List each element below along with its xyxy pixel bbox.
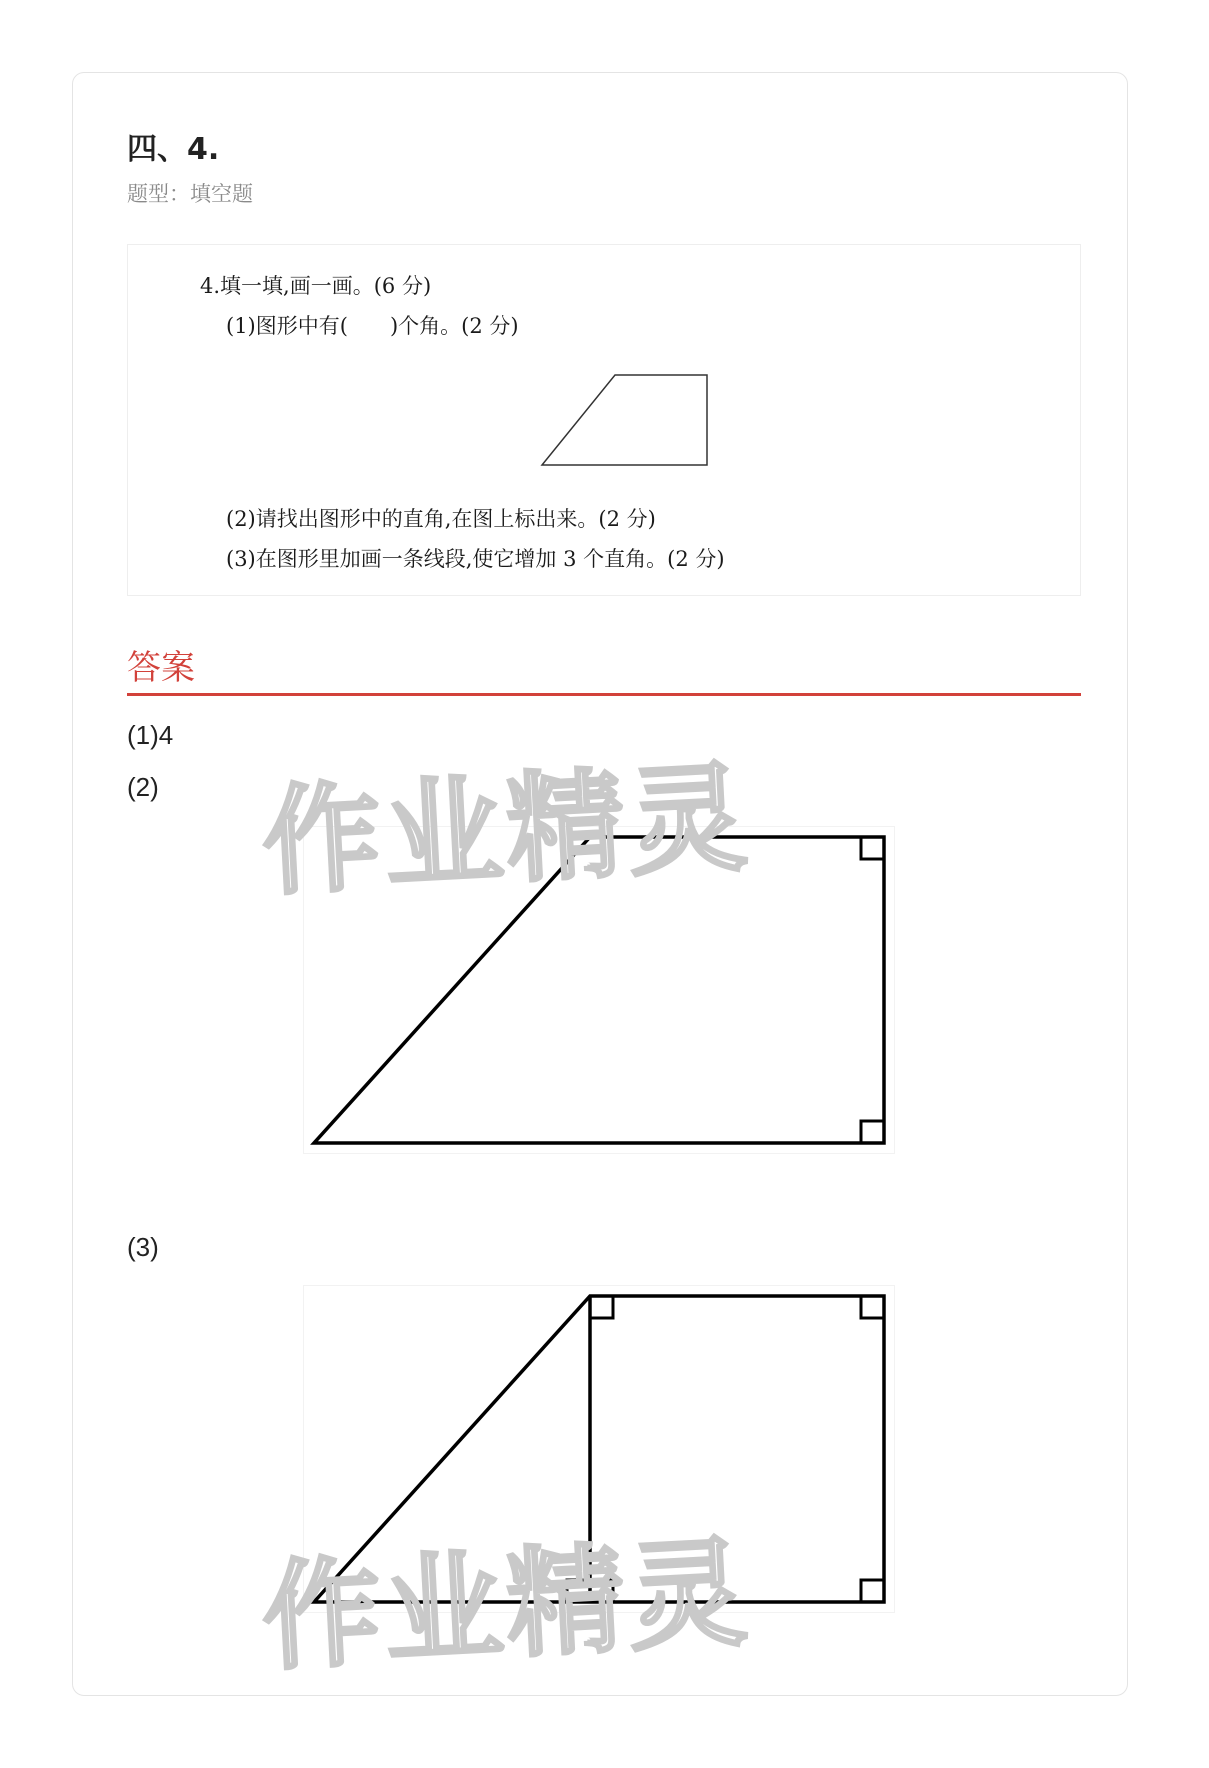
answer-part-3-label: (3) — [127, 1232, 159, 1262]
answer-heading: 答案 — [127, 648, 195, 688]
question-line-4: (3)在图形里加画一条线段,使它增加 3 个直角。(2 分) — [226, 547, 725, 571]
question-title: 四、4. — [127, 132, 220, 167]
answer-part-1: (1)4 — [127, 720, 174, 750]
watermark-top: 作业精灵 — [259, 748, 754, 912]
right-angle-mark-bottom-right-3 — [861, 1580, 884, 1602]
question-line-3: (2)请找出图形中的直角,在图上标出来。(2 分) — [226, 507, 656, 531]
right-angle-mark-top-right-3 — [861, 1296, 884, 1318]
question-line-2: (1)图形中有( )个角。(2 分) — [226, 314, 519, 338]
watermark-bottom: 作业精灵 — [259, 1523, 754, 1687]
answer-part-2-label: (2) — [127, 772, 159, 802]
question-line-1: 4.填一填,画一画。(6 分) — [200, 274, 432, 298]
question-type-label: 题型： — [127, 182, 190, 206]
right-angle-mark-top-left — [590, 1296, 613, 1318]
question-type-value: 填空题 — [190, 182, 253, 206]
